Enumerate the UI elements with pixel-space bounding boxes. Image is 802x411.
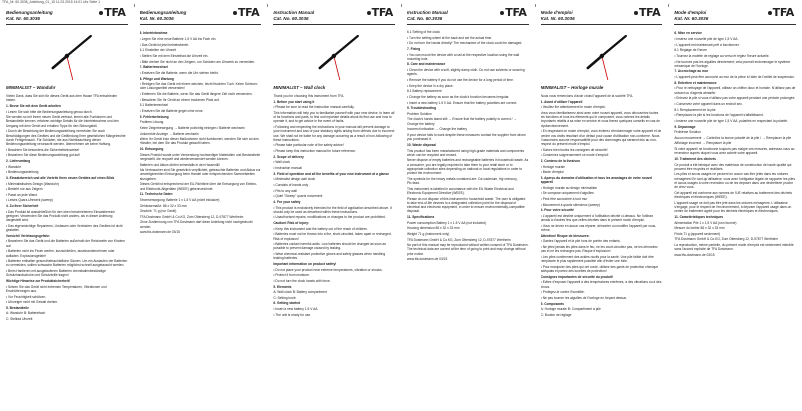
paragraph: • Batteries contain harmful acids. Low batteries should be changed as soon as possible to prevent damage caused by leaking.: [273, 242, 386, 251]
catalog-number: Cat. No. 60.3036: [407, 16, 443, 21]
paragraph: • Fits to any wall: [273, 188, 297, 193]
paragraph: • Following and respecting the instructions in your manual will prevent damage to your instrument and loss of your statutory rights arising from defects due to incorrect use. We shall not be liable for any damage occurring as a result of non-following of these instructions.: [273, 125, 395, 142]
section-heading: 10. Entsorgung: [139, 147, 164, 152]
paragraph: • Do not place your product near extreme temperatures, vibration or shocks.: [273, 267, 383, 272]
paragraph: L'appareil usagé ne doit pas être jeté dans les ordures ménagères. L'utilisateur s'engage, pour le respect de l'environnement, à déposer l'appareil usagé dans un centre de traitement agréé pour les déchets électriques et électroniques.: [674, 200, 792, 214]
manual-page: [6, 6, 128, 408]
paragraph: This information will help you to familiarise yourself with your new device, to learn all of its functions and parts, to find out important details about its first use and how to operate it, and to get advice in the event of faults.: [273, 110, 395, 124]
paragraph: • Bedienungsanleitung: [6, 170, 39, 175]
section-heading: 7. Fixing: [407, 46, 421, 51]
paragraph: TFA Dostmann GmbH & Co.KG, Zum Ottersberg 12, D-97877 Wertheim: [674, 237, 778, 242]
paragraph: Problem Lösung: [139, 120, 164, 125]
paragraph: Aucun mouvement → Contrôlez la bonne polarité de la pile / → Remplacer la pile: [674, 135, 792, 140]
section-heading: 5. Bestandteile: [6, 305, 29, 310]
paragraph: C: Bouton de réglage: [540, 312, 572, 317]
paragraph: • Horloge murale au design minimaliste: [540, 185, 598, 190]
paragraph: Gehäusemaße: 86 x 32 x 33 mm: [139, 203, 187, 208]
paragraph: C: Stellrad Uhrzeit: [6, 317, 33, 322]
section-heading: 8. Pflege und Wartung: [139, 76, 174, 81]
paragraph: • Tournez la molette de réglage au verso et réglez l'heure actuelle.: [674, 53, 770, 58]
manual-page: [407, 6, 529, 408]
manual-page: [273, 6, 395, 408]
paragraph: A: Horloge murale B: Compartiment à pile: [540, 307, 601, 312]
catalog-number: Kat. Nr. 60.3036: [674, 16, 709, 21]
paragraph: • Insert a new battery 1.5 V AA.: [273, 307, 319, 312]
product-model-title: MINIMALIST – Wanduhr: [6, 85, 56, 90]
brand-logo: [99, 6, 126, 19]
paragraph: • Das Produkt ist ausschließlich für den oben beschriebenen Einsatzbereich geeignet. Verwenden Sie das Produkt nicht anders, als in dieser Anleitung dargestellt wird.: [6, 209, 115, 223]
paragraph: • Consists of hands only: [273, 182, 309, 187]
paragraph: • Reinigen Sie das Gerät mit einem weichen, leicht feuchten Tuch. Keine Scheuer- oder Lösungsmittel verwenden!: [139, 82, 259, 91]
brand-logo: [634, 6, 661, 19]
paragraph: • Das eigenmächtige Reparieren, Umbauen oder Verändern des Gerätes ist nicht gestattet.: [6, 223, 123, 233]
header-rule: [6, 24, 128, 25]
section-heading: 2. Contenu de la livraison: [540, 158, 581, 163]
paragraph: • Batterien enthalten gesundheitsschädliche Säuren. Um ein Auslaufen der Batterien zu vermeiden, sollten schwache Batterien möglichst schnell ausgetauscht werden.: [6, 259, 128, 268]
section-heading: Important information on product safety!: [273, 261, 337, 266]
paragraph: www.tfa-dostmann.de 03/15: [674, 253, 715, 257]
paragraph: • Quiet "Sweep" quartz movement: [273, 194, 323, 199]
paragraph: • Insérez une nouvelle pile de type 1,5 V AA.: [674, 37, 739, 42]
paragraph: La reproduction, même partielle, du présent mode d'emploi est strictement interdite sans l'accord explicite de TFA Dostmann.: [674, 243, 794, 252]
paragraph: • Insérez une nouvelle pile de type 1,5 V AA, polarités en respectant la polarité.: [674, 118, 789, 123]
paragraph: 6.1 Einstellen der Uhrzeit: [139, 48, 176, 53]
paragraph: Vous vous familiariserez ainsi avec votre nouvel appareil, vous découvrirez toutes les fonctions et tous les éléments qui le composent, vous noterez les détails importants relatifs à sa mise en service et vous tirerez quelques conseils en cas de dysfonctionnement.: [540, 110, 660, 128]
section-heading: 1. Avant d'utiliser l'appareil: [540, 99, 583, 104]
paragraph: Weight 71 g (instrument only): [407, 231, 450, 236]
paragraph: www.tfa-dostmann.de 03/15: [139, 230, 180, 235]
paragraph: If your device fails to work despite these measures contact the supplier from whom you purchased it.: [407, 133, 526, 142]
paragraph: • Bewahren Sie Ihr Gerät an einem trockenen Platz auf.: [139, 97, 220, 102]
paragraph: • Bewahren Sie das Gerät und die Batterien außerhalb der Reichweite von Kindern auf.: [6, 239, 126, 248]
paragraph: • Pour manipuler des piles qui ont coulé, utilisez des gants de protection chimique adéquats et portez des lunettes de protection!: [540, 264, 659, 274]
catalog-number: Kat. Nr. 60.3036: [6, 16, 40, 21]
paragraph: • Ne tournez pas les aiguilles directement; cela pourrait endommager le système mécanique de l'horloge.: [674, 59, 791, 68]
section-heading: 6. Inbetriebnahme: [139, 31, 168, 36]
paragraph: • Ersetzen Sie die Batterie gegen eine neue.: [139, 108, 204, 113]
section-heading: 6. Mise en service: [674, 31, 702, 36]
minute-hand-icon: [334, 36, 358, 56]
fold-mark: [134, 4, 135, 7]
paragraph: • L'appareil est destiné uniquement à l'utilisation décrite ci-dessus. Ne l'utilisez jamais à d'autres fins que celles décrites dans le présent mode d'emploi.: [540, 214, 654, 223]
section-heading: 3. Field of operation and all the benefits of your new instrument at a glance: [273, 171, 390, 176]
page-title: Mode d'emploi: [674, 10, 707, 15]
catalog-number: Kat. Nr. 60.3036: [139, 16, 174, 21]
paragraph: Never dispose of empty batteries and rechargeable batteries in household waste. As a consumer, you are legally required to take them to your retail store or to appropriate collection sites depending on national or local regulations in order to protect the environment.: [407, 158, 529, 176]
paragraph: • Les piles contiennent des acides nocifs pour la santé. Une pile faible doit être remplacée le plus rapidement possible afin d'éviter une fuite.: [540, 254, 654, 264]
header-rule: [407, 24, 529, 25]
paragraph: • Minimalist design wall clock: [273, 177, 316, 182]
paragraph: 8.1 Battery replacement: [407, 89, 442, 94]
paragraph: Wenn Ihr Gerät trotz dieser Maßnahmen nicht funktioniert, wenden Sie sich an den Händler, bei dem Sie das Produkt gekauft haben.: [139, 137, 259, 146]
brand-name: TFA: [505, 6, 527, 19]
paragraph: 6.1 Setting of the clock: [407, 30, 440, 34]
paragraph: Problem Solution: [407, 111, 432, 116]
paragraph: Power consumption Battery 1 x 1.5 V AA (not included): [407, 220, 486, 225]
paragraph: • Uhrzeiger nicht mit Gewalt drehen.: [6, 300, 59, 305]
paragraph: • Turn the setting wheel at the back and set the actual time.: [407, 35, 493, 40]
paragraph: The symbols for the heavy metals contained are: Cd=cadmium, Hg=mercury, Pb=lead.: [407, 176, 518, 186]
paragraph: • Ersetzen Sie die Batterie, wenn die Uhr stehen bleibt.: [139, 70, 219, 75]
section-heading: Attention! Risque de blessures:: [540, 233, 590, 238]
section-heading: 5. Elements: [273, 284, 292, 289]
section-heading: 4. For your safety: [273, 199, 301, 204]
page-body: [273, 94, 395, 318]
brand-name: TFA: [237, 6, 260, 19]
section-heading: 9. Fehlerbehebung: [139, 114, 169, 119]
paragraph: • Please take particular note of the safety advice!: [273, 143, 344, 148]
paragraph: • Do not turn the hands directly! The mechanism of the clock could be damaged.: [407, 41, 523, 46]
paragraph: This product has been manufactured using high-grade materials and components which can be recycled and reused.: [407, 148, 525, 157]
page-title: Instruction Manual: [407, 10, 448, 15]
paragraph: • Horloge murale: [540, 164, 565, 169]
logo-dot-icon: [367, 11, 371, 15]
page-body: [6, 94, 128, 323]
paragraph: Vielen Dank, dass Sie sich für dieses Gerät aus dem Hause TFA entschieden haben.: [6, 94, 118, 103]
paragraph: This instrument is labelled in accordance with the EU Waste Electrical and Electronic Equipment Directive (WEEE).: [407, 186, 514, 195]
header-rule: [273, 24, 395, 25]
paragraph: • Entfernen Sie die Batterie, wenn Sie das Gerät längere Zeit nicht verwenden.: [139, 92, 253, 97]
section-heading: 6. Getting started: [273, 301, 301, 306]
paragraph: TFA Dostmann GmbH & Co.KG, Zum Ottersberg 12, D-97877 Wertheim: [407, 237, 511, 242]
fold-mark: [535, 4, 536, 7]
page-title: Bedienungsanleitung: [6, 10, 53, 15]
paragraph: Affichage incorrect → Remplacer la pile: [674, 141, 732, 146]
brand-name: TFA: [104, 6, 126, 19]
minute-hand-icon: [601, 36, 625, 56]
paragraph: • Se compose uniquement d'aiguilles: [540, 191, 594, 196]
paragraph: 8.1 Remplacement de la pile: [674, 107, 716, 112]
page-title: Bedienungsanleitung: [139, 10, 187, 15]
section-heading: Consignes importantes de sécurité du produit!: [540, 274, 613, 279]
paragraph: Nous vous remercions d'avoir choisi l'appareil de la société TFA.: [540, 94, 634, 98]
section-heading: 7. Accrochage au mur: [674, 69, 709, 74]
section-heading: Vorsicht! Verletzungsgefahr:: [6, 233, 51, 238]
paragraph: • Please keep this instruction manual for future reference.: [273, 149, 356, 154]
paragraph: • Gardez l'appareil et la pile hors de portée des enfants.: [540, 239, 621, 244]
paragraph: • Beachten Sie besonders die Sicherheitshinweise!: [6, 147, 80, 152]
logo-dot-icon: [500, 11, 504, 15]
logo-dot-icon: [99, 11, 103, 15]
paragraph: • Protégez-le contre l'humidité.: [540, 290, 585, 295]
paragraph: • Change the battery as soon as the clock's function becomes irregular.: [407, 94, 510, 99]
brand-name: TFA: [371, 6, 393, 19]
paragraph: Si votre appareil ne fonctionne toujours pas malgré ces mesures, adressez-vous au revendeur auprès duquel vous avez acheté votre appareil.: [674, 147, 795, 156]
clock-center-icon: [332, 54, 336, 58]
section-heading: 10. Traitement des déchets: [674, 156, 716, 161]
paragraph: • Veuillez lire attentivement le mode d'emploi.: [540, 105, 606, 110]
brand-name: TFA: [772, 6, 794, 19]
second-hand-icon: [334, 56, 340, 80]
section-heading: 9. Troubleshooting: [407, 106, 437, 111]
paragraph: • Mouvement à quartz silencieux (sweep): [540, 202, 600, 207]
paragraph: • The unit is ready for use.: [273, 312, 312, 317]
header-rule: [541, 24, 663, 25]
paragraph: • Remove the battery if you do not use the device for a long period of time.: [407, 77, 514, 82]
header-rule: [140, 24, 262, 25]
page-body: [407, 30, 529, 263]
fold-mark: [401, 4, 402, 7]
paragraph: • Passt an jede Wand: [6, 192, 38, 197]
paragraph: • Evitez d'exposer l'appareil à des températures extrêmes, à des vibrations ou à des chocs.: [540, 280, 662, 289]
second-hand-icon: [601, 56, 607, 80]
section-heading: 11. Specifications: [407, 214, 435, 219]
paragraph: Thank you for choosing this instrument from TFA.: [273, 94, 345, 98]
paragraph: • Unauthorised repairs, modifications or changes to the product are prohibited.: [273, 215, 386, 220]
brand-logo: [500, 6, 527, 19]
print-header: TFA_Nr. 60.3036_Anleitung_01_15 11.03.2015 14:01 Uhr Seite 1: [2, 0, 100, 4]
section-heading: 8. Entretien et maintenance: [674, 80, 717, 85]
paragraph: Gewicht: 71 g (nur Gerät): [139, 209, 177, 214]
paragraph: • Please be sure to read the instruction manual carefully.: [273, 105, 355, 110]
paragraph: Unkorrekte Anzeige → Batterie wechseln: [139, 131, 199, 136]
brand-logo: [768, 6, 794, 19]
paragraph: • Das Gerät ist jetzt betriebsbereit.: [139, 42, 190, 47]
paragraph: www.tfa-dostmann.de 03/15: [407, 257, 448, 262]
section-heading: 7. Batteriewechsel: [139, 65, 169, 70]
paragraph: Cet appareil est conforme aux normes de l'UE relatives au traitement des déchets électriques et électroniques (WEEE).: [674, 190, 793, 200]
page-title: Instruction Manual: [273, 10, 315, 15]
paragraph: • Do not turn the clock hands with force.: [273, 278, 331, 283]
logo-dot-icon: [768, 11, 772, 15]
paragraph: • Ne pas tourner les aiguilles de l'horloge en forçant dessus.: [540, 295, 627, 300]
paragraph: Mesure du boîtier 86 x 32 x 33 mm: [674, 226, 725, 231]
paragraph: • En respectant ce mode d'emploi, vous éviterez d'endommager votre appareil et de perdre vos droits résultant d'un défaut pour cause d'utilisation non-conforme. Nous n'assumons aucune responsabilité pour des dommages qui seraient dûs au non-respect du présent mode d'emploi.: [540, 129, 662, 147]
fold-mark: [668, 4, 669, 7]
paragraph: • Enlevez la pile si vous n'utilisez pas votre appareil pendant une période prolongée.: [674, 96, 796, 101]
paragraph: • Wall clock: [273, 160, 290, 165]
paragraph: A: Wanduhr B: Batteriefach: [6, 311, 46, 316]
hour-hand-icon: [320, 56, 334, 68]
paragraph: • Ne jetez jamais les piles dans le feu, ne les court-circuitez pas, ne les démontez pas et ne les rechargez pas. Risque d'explosion!: [540, 245, 658, 254]
paragraph: Sie werden so mit Ihrem neuen Gerät vertraut, lernen alle Funktionen und Bestandteile kennen, erfahren wichtige Details für die Inbetriebnahme und den Umgang mit dem Gerät und erhalten Tipps für den Störungsfall.: [6, 115, 119, 128]
product-model-title: MINIMALIST – Horloge murale: [540, 85, 604, 90]
paragraph: • Vor Feuchtigkeit schützen.: [6, 294, 47, 299]
paragraph: Ce produit a été fabriqué avec des matériaux de construction de haute qualité qui peuvent être recyclés et réutilisés.: [674, 162, 792, 171]
paragraph: • Lesen Sie sich bitte die Bedienungsanleitung genau durch.: [6, 109, 93, 114]
paragraph: • Wear chemical-resistant protective gloves and safety glasses when handling leaking batteries.: [273, 252, 386, 261]
paragraph: Alimentation Pile 1 x 1,5 V AA (non fournie): [674, 220, 737, 225]
paragraph: Housing dimension 86 x 32 x 33 mm: [407, 226, 460, 231]
paragraph: • Suivez bien toutes les consignes de sécurité!: [540, 147, 608, 152]
logo-dot-icon: [634, 11, 638, 15]
paragraph: • Besteht nur aus Zeigern: [6, 187, 43, 192]
paragraph: • Peut être accrochée à tout mur: [540, 197, 588, 202]
paragraph: • Conservez soigneusement ce mode d'emploi!: [540, 153, 609, 158]
logo-dot-icon: [233, 11, 237, 15]
clock-hands-illustration: [273, 28, 395, 84]
clock-hands-illustration: [6, 28, 128, 84]
section-heading: Wichtige Hinweise zur Produktsicherheit!: [6, 278, 70, 283]
paragraph: Incorrect indication → Change the battery: [407, 127, 467, 132]
paragraph: • Stellen Sie mit dem Einstellrad die Uhrzeit ein.: [139, 53, 209, 58]
paragraph: • Leises Quarz-Uhrwerk (sweep): [6, 198, 53, 203]
paragraph: • Minimalistisches Design (Wanduhr): [6, 181, 59, 186]
paragraph: • This product is exclusively intended for the field of application described above. It should only be used as described within these instructions.: [273, 205, 392, 214]
brand-logo: [233, 6, 260, 19]
paragraph: The clock's hands stand still → Ensure that the battery polarity is correct / → Change the battery: [407, 117, 517, 126]
hour-hand-icon: [53, 56, 67, 68]
clock-center-icon: [65, 54, 69, 58]
paragraph: 8.1 Batteriewechsel: [139, 103, 169, 108]
section-heading: 8. Care and maintenance: [407, 62, 446, 67]
paragraph: • Keep this instrument and the battery out of the reach of children.: [273, 226, 368, 231]
paragraph: Dieses Produkt wurde unter Verwendung hochwertiger Materialien und Bestandteile hergestellt, die recycelt und wiederverwendet werden können.: [139, 152, 261, 161]
section-heading: 1. Bevor Sie mit dem Gerät arbeiten: [6, 103, 61, 108]
brand-logo: [367, 6, 393, 19]
paragraph: • Pour le nettoyage de l'appareil, utilisez un chiffon doux et humide. N'utilisez pas de solvant ou d'agents abrasifs!: [674, 86, 796, 95]
minute-hand-icon: [67, 36, 91, 56]
section-heading: 4. Pour votre sécurité: [540, 208, 574, 213]
paragraph: • Keep the device in a dry place.: [407, 83, 454, 88]
section-heading: 9. Dépannage: [674, 124, 696, 129]
product-model-title: MINIMALIST – Wall clock: [273, 85, 326, 90]
paragraph: • Durch die Beachtung der Bedienungsanleitung vermeiden Sie auch Beschädigungen des Gerätes und die Gefährdung Ihrer gesetzlichen Mängelrechte durch Fehlgebrauch. Für Schäden, die aus Nichtbeachtung dieser Bedienungsanleitung verursacht werden, übernehmen wir keine Haftung.: [6, 129, 126, 147]
brand-name: TFA: [638, 6, 661, 19]
paragraph: • Instruction manual: [273, 166, 302, 171]
section-heading: 3. Aperçu du domaine d'utilisation et tous les avantages de votre nouvel appareil: [540, 175, 653, 185]
paragraph: • Clean the device with a soft, slightly damp cloth. Do not use solvents or scouring agents.: [407, 68, 525, 77]
second-hand-icon: [67, 56, 73, 80]
paragraph: No part of this manual may be reproduced without written consent of TFA Dostmann. The technical data are correct at the time of going to print and may change without prior notice.: [407, 243, 529, 256]
paragraph: A: Wall clock B: Battery compartment: [273, 290, 327, 295]
section-heading: 2. Scope of delivery: [273, 154, 304, 159]
manual-page: [541, 6, 663, 408]
paragraph: • Mode d'emploi: [540, 170, 564, 175]
fold-mark: [267, 4, 268, 7]
hour-hand-icon: [587, 56, 601, 68]
section-heading: 10. Waste disposal: [407, 142, 436, 147]
paragraph: • Wanduhr: [6, 164, 22, 169]
page-title: Mode d'emploi: [540, 10, 573, 15]
section-heading: 3. Einsatzbereich und alle Vorteile Ihres neuen Gerätes auf einen Blick: [6, 175, 115, 180]
manual-page: [140, 6, 262, 408]
paragraph: • Protect it from moisture.: [273, 273, 310, 278]
section-heading: 2. Lieferumfang: [6, 158, 31, 163]
paragraph: 6.1 Réglage de l'heure: [674, 48, 707, 53]
paragraph: Keine Zeigerbewegung → Batterie polrichtig einlegen / Batterie wechseln: [139, 125, 245, 130]
paragraph: • Bitte drehen Sie nicht an den Zeigern, um Schäden am Uhrwerk zu vermeiden.: [139, 59, 256, 64]
paragraph: TFA Dostmann GmbH & Co.KG, Zum Ottersberg 12, D-97877 Wertheim: [139, 214, 244, 219]
header-rule: [674, 24, 796, 25]
section-heading: 5. Composants: [540, 301, 564, 306]
manual-page: [674, 6, 796, 408]
clock-center-icon: [599, 54, 603, 58]
page-body: [674, 30, 796, 259]
paragraph: • L'appareil peut être accroché au mur de la pièce à l'aide de l'oeillet de suspension.: [674, 75, 795, 80]
paragraph: Als Verbraucher sind Sie gesetzlich verpflichtet, gebrauchte Batterien und Akkus zur umweltgerechten Entsorgung beim Handel oder entsprechenden Sammelstellen abzugeben.: [139, 168, 261, 181]
paragraph: Poids 71 g (appareil seulement): [674, 231, 721, 236]
page-body: [541, 94, 663, 318]
section-heading: Caution! Risk of injury:: [273, 221, 310, 226]
paragraph: • Conservez votre appareil dans un endroit sec.: [674, 101, 743, 106]
section-heading: 11. Technische Daten: [139, 192, 173, 197]
paragraph: • Vous ne devez en aucun cas réparer, démonter ou modifier l'appareil par vous-même.: [540, 223, 657, 233]
paragraph: • Insert a new battery 1.5 V AA. Ensure that the battery polarities are correct.: [407, 100, 518, 105]
paragraph: Please do not dispose of this instrument in household waste. The user is obligated to take end-of-life devices to a designated collection point for the disposal of electrical and electronic equipment, in order to ensure environmentally-compatible disposal.: [407, 196, 526, 214]
paragraph: C: Setting knob: [273, 295, 296, 300]
catalog-number: Kat. Nr. 60.3036: [540, 16, 575, 21]
paragraph: • L'appareil est maintenant prêt à fonctionner.: [674, 42, 740, 47]
paragraph: Dieses Gerät ist entsprechend der EU-Richtlinie über die Entsorgung von Elektro- und Elektronik-Altgeräten (WEEE) gekennzeichnet.: [139, 182, 258, 191]
section-heading: 1. Before you start using it: [273, 99, 315, 104]
section-heading: 11. Caractéristiques techniques: [674, 214, 724, 219]
page-body: [140, 30, 262, 236]
paragraph: Stromversorgung: Batterie 1 x 1,5 V AA (nicht inklusive): [139, 197, 220, 202]
paragraph: • Batteries must not be thrown into a fire, short-circuited, taken apart or recharged. Risk of explosion!: [273, 232, 392, 241]
paragraph: • Bewahren Sie diese Bedienungsanleitung gut auf!: [6, 153, 80, 158]
paragraph: • Remplacez la pile si les fonctions de l'appareil s'affaiblissent.: [674, 113, 764, 118]
paragraph: • Batterien nicht ins Feuer werfen, kurzschließen, auseinandernehmen oder aufladen. Explosionsgefahr!: [6, 249, 115, 258]
paragraph: Batterien und Akkus dürfen keinesfalls in den Hausmüll!: [139, 162, 220, 167]
paragraph: • You can mount the device with a nail at the respective location using the wall mounting hole.: [407, 52, 520, 61]
paragraph: • Legen Sie eine neue Batterie 1,5 V AA ins Fach ein.: [139, 37, 217, 42]
paragraph: Problème Solution: [674, 130, 701, 135]
paragraph: Ohne Zustimmung von TFA Dostmann darf diese Anleitung nicht nachgedruckt werden.: [139, 220, 253, 229]
paragraph: • Beim Hantieren mit ausgelaufenen Batterien chemikalienbeständige Schutzhandschuhe und Schutzbrille tragen!: [6, 269, 106, 278]
paragraph: • Setzen Sie das Gerät nicht extremen Temperaturen, Vibrationen und Erschütterungen aus.: [6, 284, 107, 293]
catalog-number: Cat. No. 60.3036: [273, 16, 309, 21]
section-heading: 4. Zu Ihrer Sicherheit: [6, 204, 39, 209]
paragraph: Les piles et accus usagés ne peuvent en aucun cas être jetés dans les ordures ménagères! En tant qu'utilisateur, vous avez l'obligation légale de rapporter les piles et accus usagés à votre revendeur ou de les déposer dans une déchetterie proche de chez vous.: [674, 172, 795, 190]
clock-hands-illustration: [541, 28, 663, 84]
